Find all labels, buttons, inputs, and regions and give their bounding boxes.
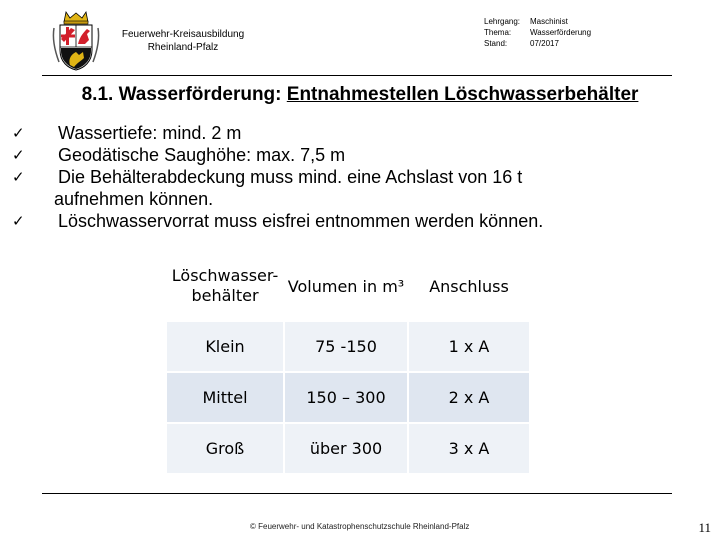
meta-label: Thema:	[484, 28, 512, 37]
table-row	[167, 321, 529, 372]
list-item	[8, 166, 708, 188]
list-item-text: Geodätische Saughöhe: max. 7,5 m	[58, 145, 346, 165]
coat-of-arms-icon	[50, 10, 102, 72]
meta-row	[484, 27, 591, 38]
container-size-table	[167, 252, 529, 473]
title-prefix: 8.1. Wasserförderung:	[81, 84, 287, 105]
course-meta	[484, 16, 591, 49]
table-cell: 3 x A	[408, 423, 529, 473]
checkmark-icon: ✓	[12, 146, 25, 164]
list-item	[8, 210, 708, 232]
title-underlined: Entnahmestellen Löschwasserbehälter	[286, 84, 639, 105]
meta-value: Maschinist	[530, 17, 568, 26]
meta-label: Stand:	[484, 39, 508, 48]
list-item	[8, 122, 708, 144]
requirements-list	[8, 122, 708, 232]
meta-label: Lehrgang:	[484, 17, 521, 26]
checkmark-icon: ✓	[12, 168, 25, 186]
list-item-text: Wassertiefe: mind. 2 m	[58, 123, 242, 143]
table-cell: Klein	[167, 321, 284, 372]
meta-value: Wasserförderung	[530, 28, 592, 37]
footer-copyright: © Feuerwehr- und Katastrophenschutzschule Rheinland-Pfalz	[250, 522, 470, 531]
checkmark-icon: ✓	[12, 212, 25, 230]
org-line-2: Rheinland-Pfalz	[147, 42, 219, 53]
org-line-1: Feuerwehr-Kreisausbildung	[121, 29, 245, 40]
slide-title	[0, 84, 720, 106]
page-number: 11	[698, 520, 711, 535]
meta-value: 07/2017	[530, 39, 559, 48]
column-header-volume: Volumen in m³	[284, 252, 408, 321]
list-item	[8, 144, 708, 166]
table-cell: 150 – 300	[284, 372, 408, 423]
table-cell: über 300	[284, 423, 408, 473]
organization-name	[108, 28, 258, 54]
table-cell: Mittel	[167, 372, 284, 423]
list-item-text: Löschwasservorrat muss eisfrei entnommen werden können.	[58, 211, 544, 231]
list-item-text: Die Behälterabdeckung muss mind. eine Achslast von 16 t	[58, 167, 523, 187]
table-cell: 75 -150	[284, 321, 408, 372]
table-cell: Groß	[167, 423, 284, 473]
table-row	[167, 423, 529, 473]
list-item-continuation: aufnehmen können.	[54, 189, 214, 209]
table-row	[167, 372, 529, 423]
meta-row	[484, 38, 591, 49]
table-cell: 2 x A	[408, 372, 529, 423]
table-header-row	[167, 252, 529, 321]
column-header-connection: Anschluss	[408, 252, 529, 321]
footer-divider	[42, 493, 672, 494]
meta-row	[484, 16, 591, 27]
column-header-container: Löschwasser- behälter	[167, 252, 284, 321]
header-divider	[42, 75, 672, 76]
table-cell: 1 x A	[408, 321, 529, 372]
checkmark-icon: ✓	[12, 124, 25, 142]
